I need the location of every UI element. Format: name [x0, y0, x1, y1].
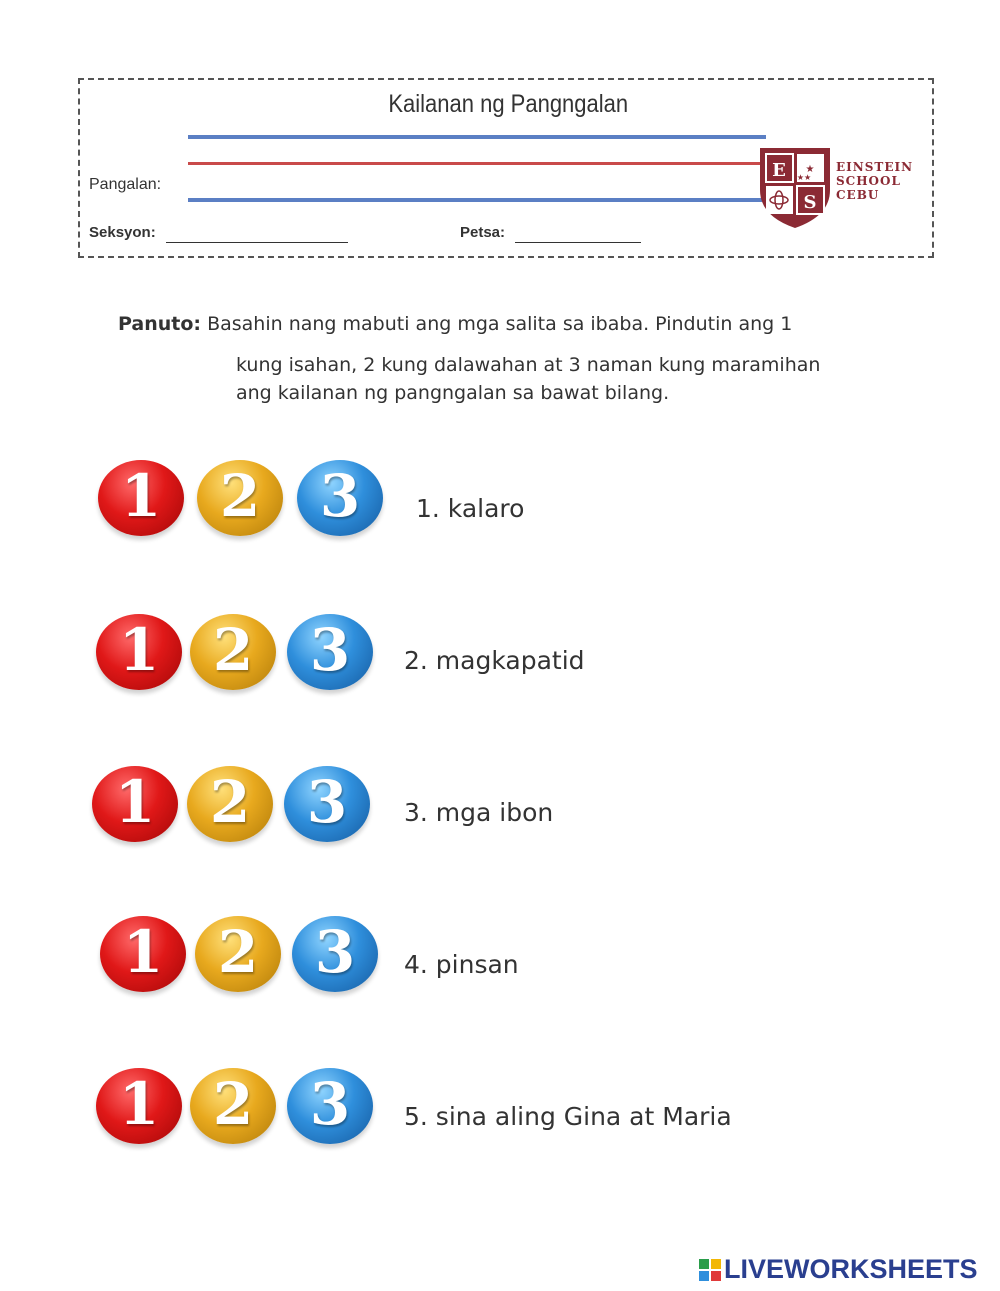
answer-button-3[interactable]: [287, 1068, 373, 1144]
question-row: [0, 916, 1000, 1006]
question-text: 4. pinsan: [404, 950, 519, 979]
answer-button-label: 1: [122, 918, 164, 986]
name-label: Pangalan:: [89, 176, 162, 193]
date-label: Petsa:: [460, 224, 506, 241]
worksheet-title: Kailanan ng Pangngalan: [388, 90, 629, 118]
answer-button-1[interactable]: [92, 766, 178, 842]
header-line-blue-top: [188, 135, 766, 139]
worksheet-header: [78, 78, 934, 258]
question-text: 1. kalaro: [416, 494, 525, 523]
header-line-blue-bottom: [188, 198, 762, 202]
instructions-continued: [236, 351, 820, 407]
answer-button-3[interactable]: [287, 614, 373, 690]
answer-button-label: 1: [120, 462, 162, 530]
date-underline: [515, 242, 641, 243]
liveworksheets-brand: LIVEWORKSHEETS: [724, 1254, 978, 1284]
instructions-first-line: [118, 313, 792, 335]
answer-button-2[interactable]: [190, 1068, 276, 1144]
question-row: [0, 614, 1000, 704]
instructions-text-2: kung isahan, 2 kung dalawahan at 3 naman kung maramihan: [236, 354, 821, 376]
answer-button-2[interactable]: [190, 614, 276, 690]
instructions-text-1: Basahin nang mabuti ang mga salita sa ibaba. Pindutin ang 1: [207, 313, 793, 335]
svg-text:E: E: [772, 160, 786, 181]
answer-button-3[interactable]: [292, 916, 378, 992]
question-text: 5. sina aling Gina at Maria: [404, 1102, 732, 1131]
school-shield-icon: [758, 146, 832, 230]
answer-button-label: 2: [219, 462, 261, 530]
answer-button-1[interactable]: [96, 1068, 182, 1144]
liveworksheets-icon: [698, 1258, 722, 1282]
answer-button-label: 3: [314, 918, 356, 986]
svg-text:S: S: [803, 192, 817, 213]
answer-button-3[interactable]: [284, 766, 370, 842]
answer-button-label: 1: [118, 1070, 160, 1138]
school-logo: [758, 146, 928, 236]
section-underline: [166, 242, 348, 243]
question-row: [0, 460, 1000, 550]
answer-button-label: 2: [209, 768, 251, 836]
answer-button-label: 3: [319, 462, 361, 530]
answer-button-label: 3: [309, 1070, 351, 1138]
answer-button-label: 3: [306, 768, 348, 836]
question-row: [0, 1068, 1000, 1158]
question-text: 3. mga ibon: [404, 798, 554, 827]
answer-button-3[interactable]: [297, 460, 383, 536]
svg-text:★★: ★★: [796, 173, 812, 182]
section-label: Seksyon:: [89, 224, 156, 241]
answer-button-2[interactable]: [195, 916, 281, 992]
header-line-red: [188, 162, 762, 165]
answer-button-label: 3: [309, 616, 351, 684]
answer-button-1[interactable]: [96, 614, 182, 690]
answer-button-2[interactable]: [197, 460, 283, 536]
answer-button-1[interactable]: [98, 460, 184, 536]
answer-button-label: 1: [114, 768, 156, 836]
school-name-line2: SCHOOL: [836, 174, 901, 188]
answer-button-2[interactable]: [187, 766, 273, 842]
answer-button-label: 1: [118, 616, 160, 684]
liveworksheets-logo[interactable]: [698, 1254, 978, 1285]
answer-button-label: 2: [212, 616, 254, 684]
question-row: [0, 766, 1000, 856]
school-name: [836, 160, 913, 202]
question-text: 2. magkapatid: [404, 646, 585, 675]
instructions-label: Panuto:: [118, 313, 202, 335]
answer-button-label: 2: [217, 918, 259, 986]
school-name-line1: EINSTEIN: [836, 160, 914, 174]
answer-button-1[interactable]: [100, 916, 186, 992]
svg-text:★: ★: [805, 164, 815, 175]
answer-button-label: 2: [212, 1070, 254, 1138]
instructions-text-3: ang kailanan ng pangngalan sa bawat bilang.: [236, 382, 670, 404]
school-name-line3: CEBU: [836, 188, 880, 202]
